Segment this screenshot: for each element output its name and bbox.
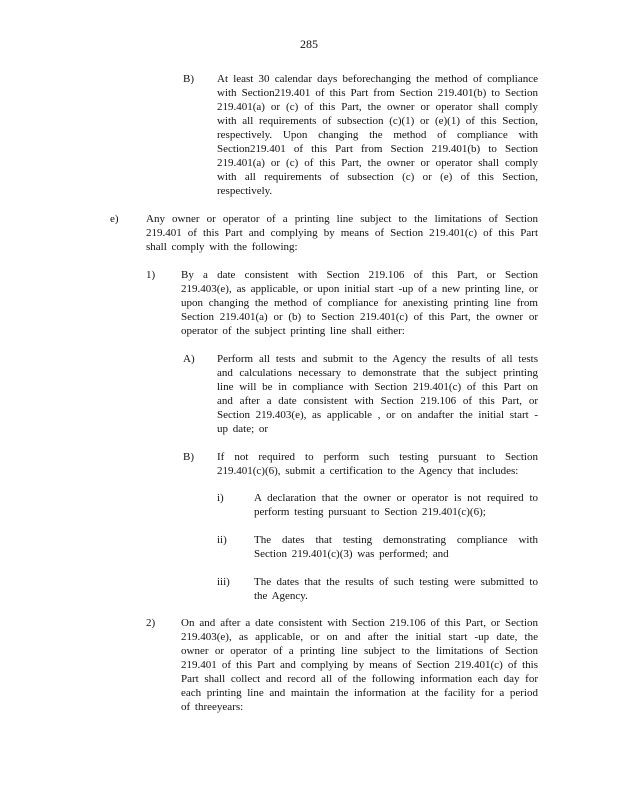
item-label-b-top: B) <box>183 73 194 85</box>
item-text-e1b: If not required to perform such testing pursuant to Section 219.401(c)(6), submit a certification to the Agency that includes: <box>217 451 538 477</box>
item-text-e1b-i: A declaration that the owner or operator is not required to perform testing pursuant to Section 219.401(c)(6); <box>254 492 538 518</box>
page-number: 285 <box>300 37 318 51</box>
item-label-e1b-i: i) <box>217 492 224 504</box>
item-text-e1b-iii: The dates that the results of such testing were submitted to the Agency. <box>254 576 538 602</box>
item-text-e1: By a date consistent with Section 219.106 of this Part, or Section 219.403(e), as applicable, or upon initial start -up of a new printing line, or upon changing the method of compliance for anexisting printing line from Section 219.401(a) or (b) to Section 219.401(c) of this Part, the owner or operator of the subject printing line shall either: <box>181 269 538 337</box>
item-text-e: Any owner or operator of a printing line subject to the limitations of Section 219.401 of this Part and complying by means of Section 219.401(c) of this Part shall comply with the following: <box>146 213 538 253</box>
item-text-e1a: Perform all tests and submit to the Agency the results of all tests and calculations necessary to demonstrate that the subject printing line will be in compliance with Section 219.401(c) of this Part on and after a date consistent with Section 219.106 of this Part, or Section 219.403(e), as applicable , or on andafter the initial start -up date; or <box>217 353 538 435</box>
item-label-e1b: B) <box>183 451 194 463</box>
item-label-e1b-iii: iii) <box>217 576 230 588</box>
item-text-b-top: At least 30 calendar days beforechanging the method of compliance with Section219.401 of this Part from Section 219.401(b) to Section 219.401(a) or (c) of this Part, the owner or operator shall comply with all requirements of subsection (c)(1) or (e)(1) of this Section, respectively. Upon changing the method of compliance with Section219.401 of this Part from Section 219.401(b) to Section 219.401(a) or (c) of this Part, the owner or operator shall comply with all requirements of subsection (c) or (e) of this Section, respectively. <box>217 73 538 197</box>
item-label-e: e) <box>110 213 119 225</box>
item-label-e1a: A) <box>183 353 195 365</box>
item-text-e2: On and after a date consistent with Section 219.106 of this Part, or Section 219.403(e), as applicable, or on and after the initial start -up date, the owner or operator of a printing line subject to the limitations of Section 219.401 of this Part and complying by means of Section 219.401(c) of this Part shall collect and record all of the following information each day for each printing line and maintain the information at the facility for a period of threeyears: <box>181 617 538 713</box>
item-label-e1b-ii: ii) <box>217 534 227 546</box>
item-label-e2: 2) <box>146 617 156 629</box>
item-label-e1: 1) <box>146 269 156 281</box>
item-text-e1b-ii: The dates that testing demonstrating compliance with Section 219.401(c)(3) was performed; and <box>254 534 538 560</box>
